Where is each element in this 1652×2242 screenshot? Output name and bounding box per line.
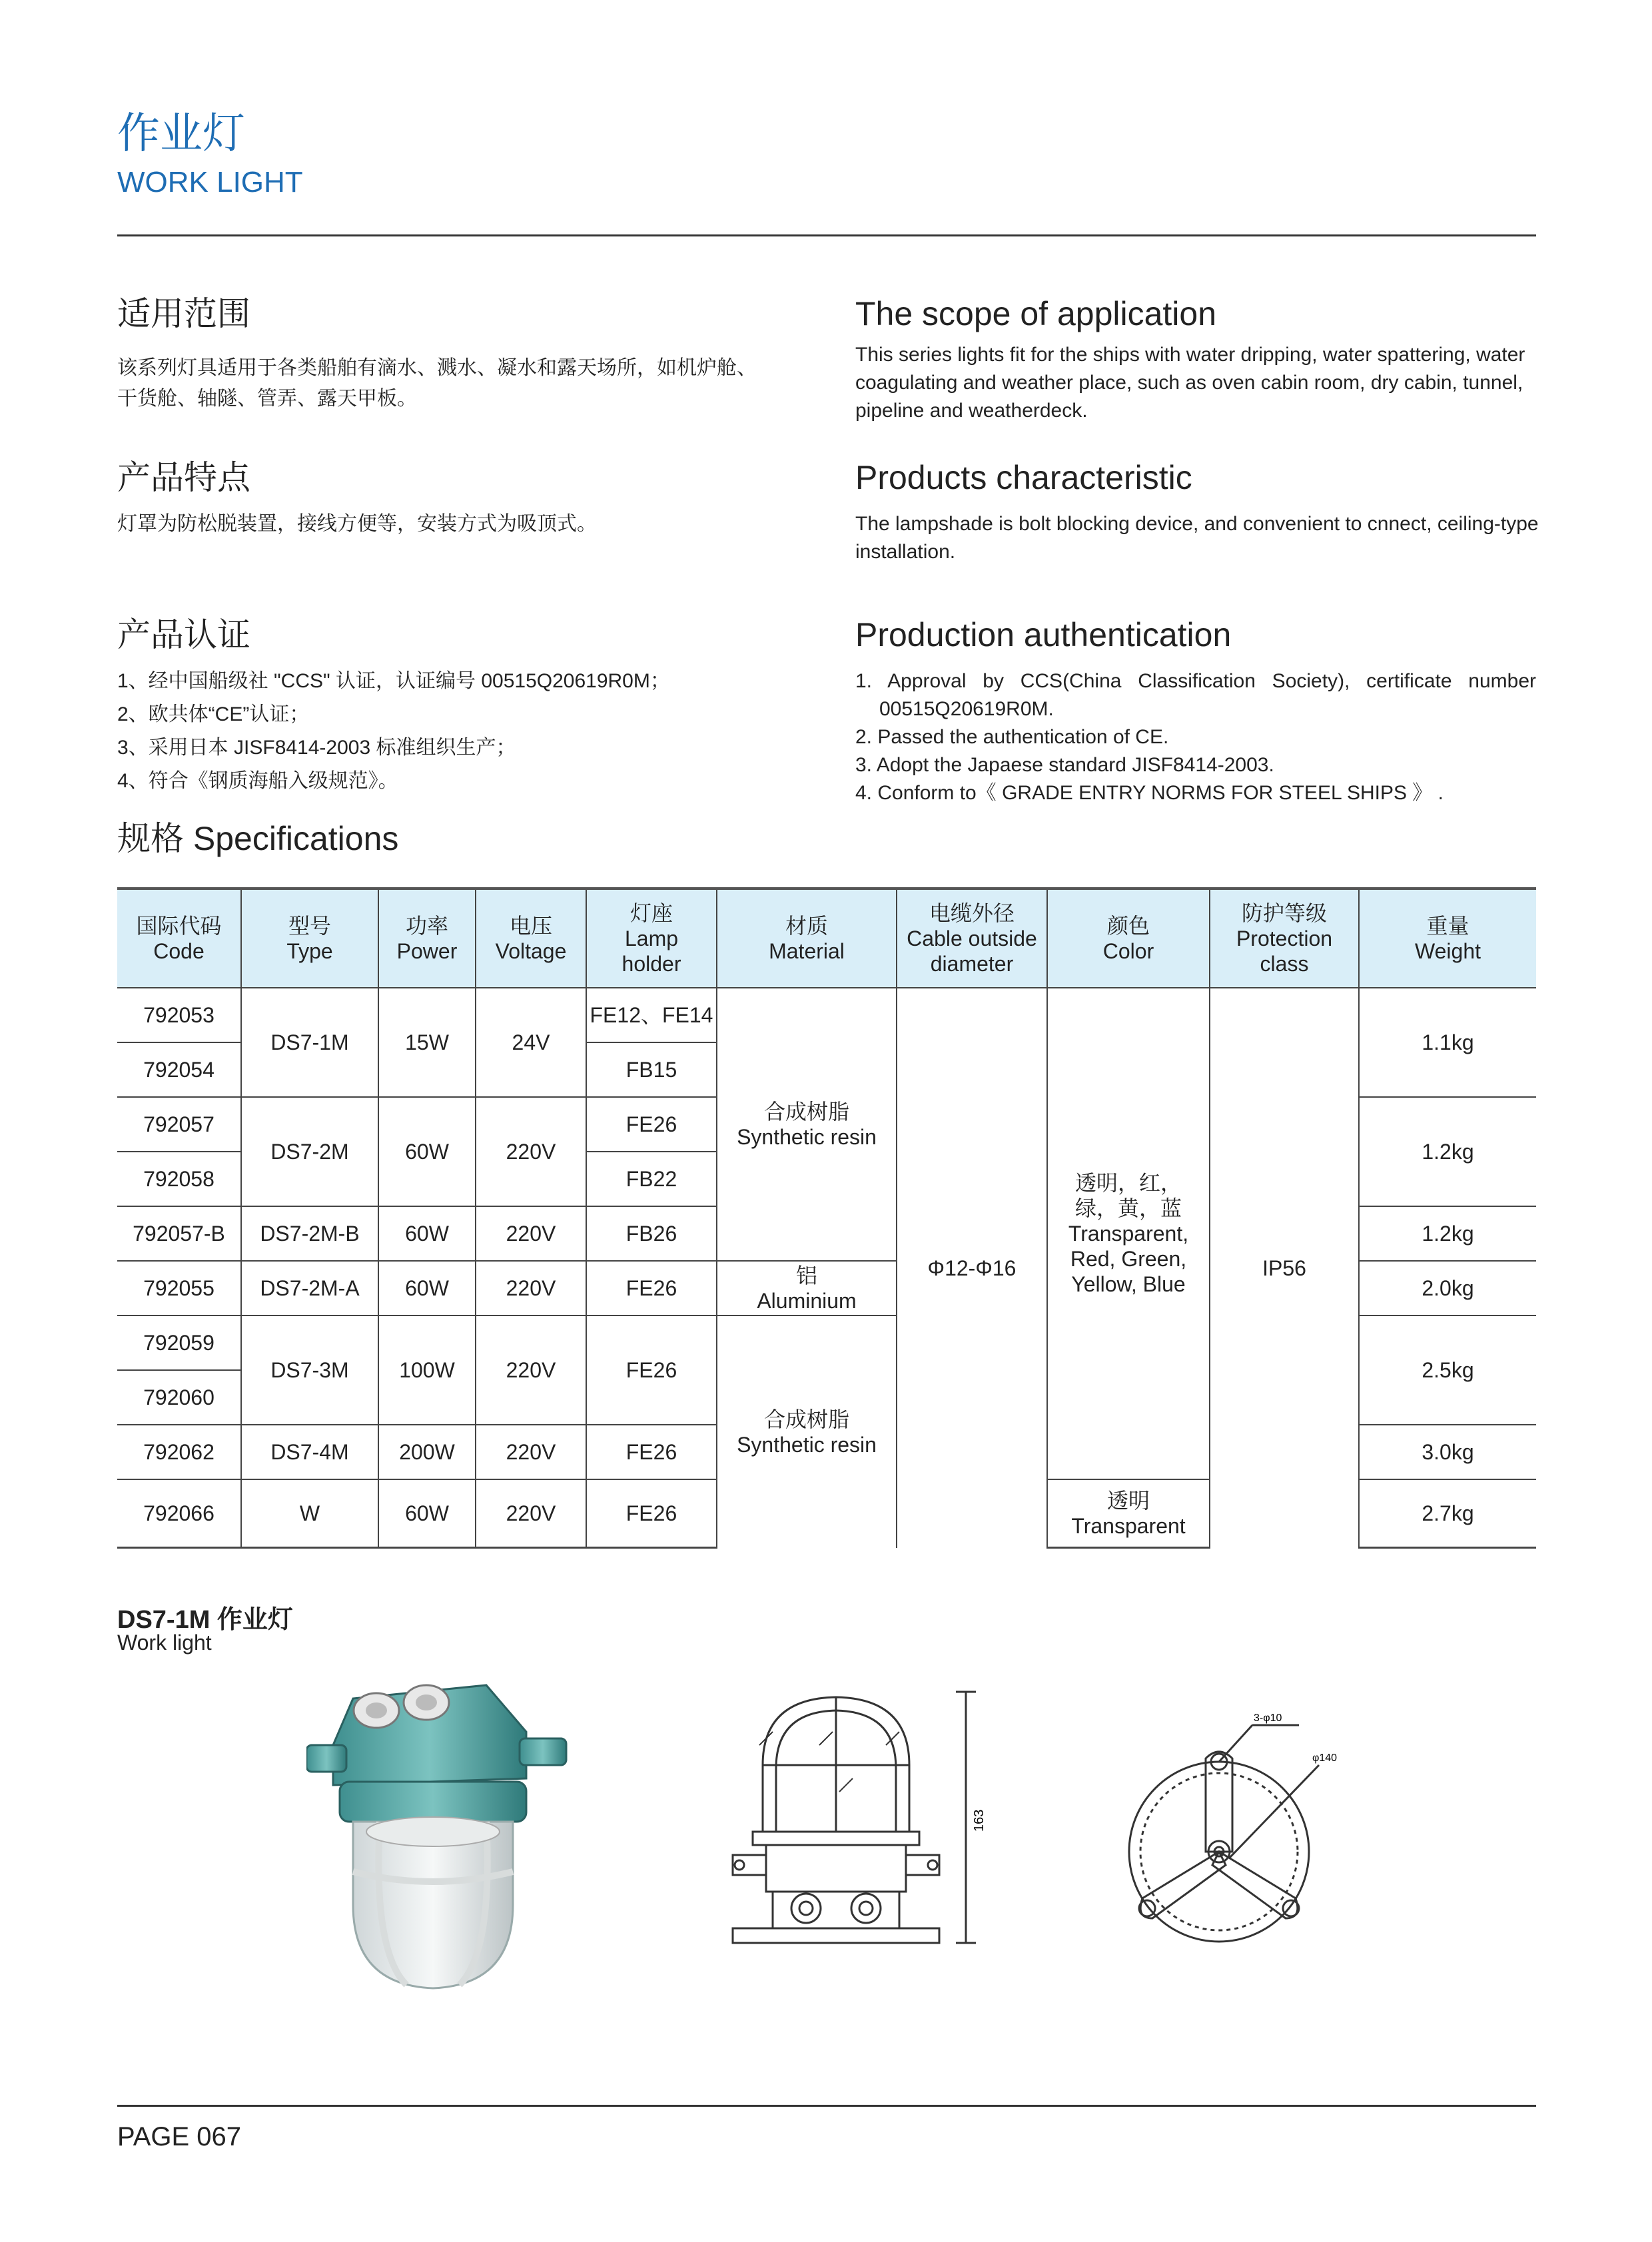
page-title-cn: 作业灯 [117,109,245,157]
cell-lamp-holder: FB26 [586,1206,717,1261]
characteristic-heading-en: Products characteristic [855,459,1192,496]
col-header-power: 功率 Power [378,890,476,988]
cell-weight: 3.0kg [1359,1425,1536,1479]
cell-material: 铝 Aluminium [717,1261,897,1315]
footer-divider [117,2105,1536,2107]
cell-material: 合成树脂 Synthetic resin [717,988,897,1261]
cell-code: 792060 [117,1370,241,1425]
characteristic-text-en-2: installation. [855,541,956,563]
cell-lamp-holder: FB22 [586,1152,717,1206]
cell-type: DS7-1M [241,988,378,1097]
specifications-table [117,890,1536,1549]
scope-text-en-2: coagulating and weather place, such as oven cabin room, dry cabin, tunnel, [855,372,1523,394]
cell-voltage: 220V [476,1206,586,1261]
cell-power: 60W [378,1479,476,1548]
page-title-en: WORK LIGHT [117,166,303,198]
col-header-material: 材质 Material [717,890,897,988]
cell-power: 15W [378,988,476,1097]
cell-type: DS7-4M [241,1425,378,1479]
col-header-lamp-holder: 灯座 Lamp holder [586,890,717,988]
col-header-protection: 防护等级 Protection class [1210,890,1359,988]
header-divider [117,234,1536,236]
cell-voltage: 220V [476,1261,586,1315]
figure-subtitle: Work light [117,1631,212,1655]
col-header-voltage: 电压 Voltage [476,890,586,988]
cell-weight: 2.5kg [1359,1315,1536,1425]
cell-color: 透明 Transparent [1047,1479,1210,1548]
page-number: PAGE 067 [117,2122,242,2151]
cell-code: 792053 [117,988,241,1042]
figure-title: DS7-1M 作业灯 [117,1606,293,1634]
scope-text-en-1: This series lights fit for the ships with water dripping, water spattering, water [855,344,1525,366]
cell-code: 792066 [117,1479,241,1548]
cell-code: 792057-B [117,1206,241,1261]
col-header-type: 型号 Type [241,890,378,988]
auth-item-cn-3: 3、采用日本 JISF8414-2003 标准组织生产； [117,737,516,759]
cell-voltage: 220V [476,1315,586,1425]
work-light-photo [306,1672,586,2005]
cell-type: DS7-2M-A [241,1261,378,1315]
characteristic-text-cn: 灯罩为防松脱装置，接线方便等，安装方式为吸顶式。 [117,513,597,535]
col-header-color: 颜色 Color [1047,890,1210,988]
cell-protection-class: IP56 [1210,988,1359,1548]
cell-power: 200W [378,1425,476,1479]
auth-item-cn-4: 4、符合《钢质海船入级规范》。 [117,770,398,792]
cell-lamp-holder: FE26 [586,1097,717,1152]
scope-text-cn-2: 干货舱、轴隧、管弄、露天甲板。 [117,388,417,410]
cell-lamp-holder: FB15 [586,1042,717,1097]
auth-item-en-1-cont: 00515Q20619R0M. [879,698,1054,720]
dim-diameter-label: φ140 [1312,1752,1338,1764]
cell-voltage: 24V [476,988,586,1097]
cell-type: DS7-2M [241,1097,378,1206]
cell-power: 60W [378,1097,476,1206]
cell-material: 合成树脂 Synthetic resin [717,1315,897,1548]
auth-item-cn-2: 2、欧共体“CE”认证； [117,703,310,725]
cell-weight: 2.0kg [1359,1261,1536,1315]
auth-item-en-2: 2. Passed the authentication of CE. [855,726,1169,748]
cell-power: 100W [378,1315,476,1425]
side-view-drawing [719,1685,1013,1958]
cell-code: 792055 [117,1261,241,1315]
cell-type: DS7-3M [241,1315,378,1425]
cell-lamp-holder: FE26 [586,1315,717,1425]
scope-text-cn-1: 该系列灯具适用于各类船舶有滴水、溅水、凝水和露天场所，如机炉舱、 [117,357,757,379]
cell-power: 60W [378,1261,476,1315]
scope-text-en-3: pipeline and weatherdeck. [855,400,1088,422]
cell-weight: 1.2kg [1359,1097,1536,1206]
dim-height-label: 163 [972,1809,987,1832]
cell-weight: 2.7kg [1359,1479,1536,1548]
auth-item-en-1: 1. Approval by CCS(China Classification Society), certificate number [855,670,1536,692]
specifications-heading: 规格 Specifications [117,820,399,857]
cell-code: 792054 [117,1042,241,1097]
top-view-drawing [1099,1692,1366,1958]
dim-holes-label: 3-φ10 [1254,1712,1282,1724]
scope-heading-cn: 适用范围 [117,295,250,332]
table-header-row [117,890,1536,988]
col-header-cable: 电缆外径 Cable outside diameter [897,890,1047,988]
authentication-heading-cn: 产品认证 [117,616,250,653]
cell-code: 792062 [117,1425,241,1479]
cell-lamp-holder: FE26 [586,1261,717,1315]
cell-type: W [241,1479,378,1548]
cell-weight: 1.2kg [1359,1206,1536,1261]
cell-code: 792059 [117,1315,241,1370]
auth-item-en-3: 3. Adopt the Japaese standard JISF8414-2003. [855,754,1274,776]
cell-voltage: 220V [476,1097,586,1206]
cell-type: DS7-2M-B [241,1206,378,1261]
characteristic-text-en-1: The lampshade is bolt blocking device, and convenient to cnnect, ceiling-type [855,513,1539,535]
cell-weight: 1.1kg [1359,988,1536,1097]
cell-cable-diameter: Φ12-Φ16 [897,988,1047,1548]
characteristic-heading-cn: 产品特点 [117,459,250,496]
col-header-code: 国际代码 Code [117,890,241,988]
auth-item-en-4: 4. Conform to《 GRADE ENTRY NORMS FOR STEEL SHIPS 》 . [855,782,1444,804]
cell-lamp-holder: FE26 [586,1479,717,1548]
cell-code: 792058 [117,1152,241,1206]
cell-lamp-holder: FE26 [586,1425,717,1479]
scope-heading-en: The scope of application [855,295,1217,332]
cell-voltage: 220V [476,1479,586,1548]
cell-power: 60W [378,1206,476,1261]
col-header-weight: 重量 Weight [1359,890,1536,988]
table-row [117,988,1536,1042]
cell-voltage: 220V [476,1425,586,1479]
cell-lamp-holder: FE12、FE14 [586,988,717,1042]
cell-color: 透明，红， 绿，黄，蓝 Transparent, Red, Green, Yellow, Blue [1047,988,1210,1479]
authentication-heading-en: Production authentication [855,616,1232,653]
cell-code: 792057 [117,1097,241,1152]
auth-item-cn-1: 1、经中国船级社 "CCS" 认证，认证编号 00515Q20619R0M； [117,670,670,692]
